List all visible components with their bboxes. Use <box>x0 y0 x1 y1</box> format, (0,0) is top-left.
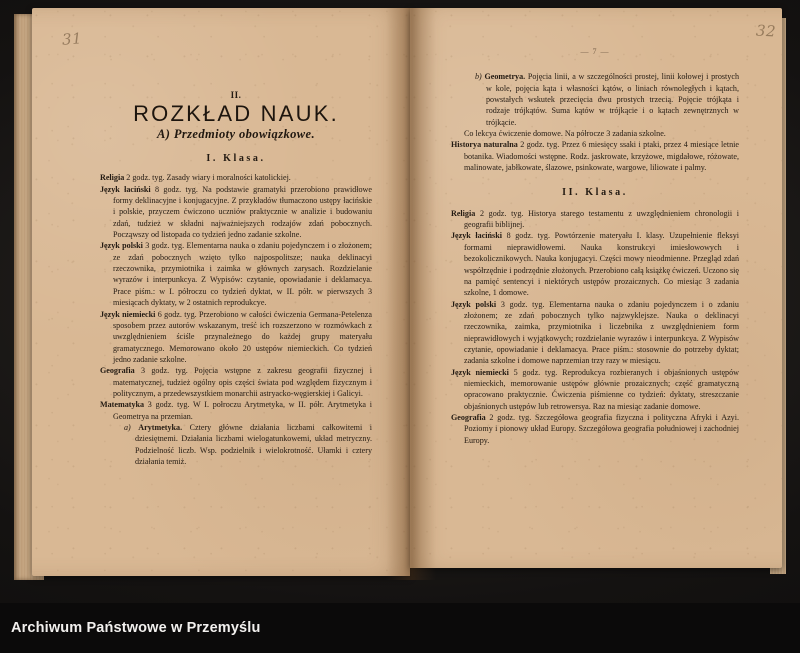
subject-name: Język niemiecki <box>100 309 156 319</box>
open-book <box>14 8 786 583</box>
curriculum-entry <box>451 412 739 446</box>
class-heading-2-label: II. Klasa. <box>562 187 628 199</box>
subentry-note: Co lekcya ćwiczenie domowe. Na półrocze 3 zadania szkolne. <box>464 129 666 139</box>
subject-name: Religia <box>451 208 476 218</box>
curriculum-entry <box>100 184 372 241</box>
subject-name: Język niemiecki <box>451 367 509 377</box>
subject-description: 2 godz. tyg. Przez 6 miesięcy ssaki i ptaki, przez 4 miesiące letnie botanika. Wiadomości wstępne. Rodz. jaskrowate, krzyżowe, migdałowe, różowate, malinowate, jabłkowate, ślazowe, psinkowate, wargowe, liliowate i palmy. <box>464 140 739 173</box>
curriculum-subentry <box>462 71 739 128</box>
subject-name: Matematyka <box>100 400 145 410</box>
subject-description: 3 godz. tyg. Elementarna nauka o zdaniu pojedynczem i o zdaniu złożonem; ze zdań pobocznych tylko najzwyklejsze. Nauka o deklinacyi rzeczownika, zaimka, przymiotnika i liczebnika z uwzględnieniem form nieprawidłowych i wyjątkowych; rozdzielanie wyrazów i interpunkcya. Z Wypisów czytanie, opowiadanie i deklamacya. Prace piśm.: stosownie do potrzeby dyktat; zadania szkolne i domowe naprzemian trzy razy w miesiącu. <box>464 299 739 366</box>
subject-description: 3 godz. tyg. W I. połroczu Arytmetyka, w II. półr. Arytmetyka i Geometrya na przemian. <box>113 400 372 421</box>
section-number: II. <box>230 90 242 100</box>
class-heading-1-label: I. Klasa. <box>206 153 266 165</box>
archive-watermark-bar <box>0 603 800 653</box>
subject-name: Język łaciński <box>100 184 151 194</box>
subject-description: 8 godz. tyg. Na podstawie gramatyki przerobiono prawidłowe formy deklinacyjne i konjugacyjne. Z przykładów tłumaczono ustępy łacińskie i polskie, przyczem ćwiczono uczniów praktycznie w analizie i budowaniu zdań, tudzież w składni najważniejszych rodzajów zdań pobocznych. Począwszy od listopada co tydzień jedno zadanie szkolne. <box>113 184 372 240</box>
subject-description: 3 godz. tyg. Elementarna nauka o zdaniu pojedynczem i o złożonem; ze zdań pobocznych wzięto tylko najpospolitsze; nauka deklinacyi rzeczownika, przymiotnika i zaimka w głównych zarysach. Rozdzielanie wyrazów i interpunkcya. Z Wypisów: czytanie, opowiadanie i deklamacya. Prace piśm.: w I. półroczu co tydzień dyktat, w II. półr. w pierwszych 3 miesiącach dyktaty, w 2 ostatnich reprodukcye. <box>113 241 372 308</box>
subject-name: Geografia <box>451 412 486 422</box>
archive-watermark-label: Archiwum Państwowe w Przemyślu <box>11 620 261 636</box>
curriculum-entry <box>100 240 372 308</box>
subentry-subject: Geometrya. <box>484 72 526 82</box>
curriculum-entry <box>451 299 739 367</box>
curriculum-subentry <box>111 422 372 467</box>
subject-description: 5 godz. tyg. Reprodukcya rozbieranych i objaśnionych ustępów niemieckich, memorowanie ustępów głównie prozaicznych; część gramatyczną opracowano praktycznie. Ćwiczenia piśmienne co tydzień: dyktaty, streszczanie objaśnionych ustępów lub retrowersya. Raz na miesiąc zadanie domowe. <box>464 367 739 411</box>
subject-name: Język łaciński <box>451 231 502 241</box>
handwritten-folio-right: 32 <box>755 21 777 41</box>
curriculum-entry <box>100 399 372 422</box>
curriculum-entry <box>100 309 372 366</box>
curriculum-entry <box>451 208 739 231</box>
subject-name: Język polski <box>451 299 497 309</box>
subentry-letter: b) <box>475 72 482 82</box>
left-page-text-column <box>100 90 372 467</box>
curriculum-entry <box>451 139 739 173</box>
subentry-description: Pojęcia linii, a w szczególności prostej, linii kołowej i prostych w kole, pojęcia kąta i własności kątów, o liniach równoległych i kątach, powstałych wskutek przecięcia dwu prostych trzecią. Pojęcie trójkąta i rodzaje trójkątów. Suma kątów w trójkącie i o kątach zewnętrznych w trójkącie. <box>486 72 739 127</box>
right-page-text-column <box>451 46 739 446</box>
page-title: ROZKŁAD NAUK. <box>133 101 339 127</box>
subject-name: Język polski <box>100 241 143 251</box>
subject-name: Religia <box>100 173 125 183</box>
subject-name: Geografia <box>100 366 135 376</box>
subject-name: Historya naturalna <box>451 140 518 150</box>
subject-description: 2 godz. tyg. Historya starego testamentu z uwzględnieniem chronologii i geografii biblijnej. <box>464 208 739 230</box>
class-heading-1 <box>100 153 372 164</box>
class-heading-2 <box>451 187 739 198</box>
subject-description: 8 godz. tyg. Powtórzenie materyału I. klasy. Uzupełnienie fleksyi formami nieprawidłowemi. Nauka konstrukcyi imiesłowowych i bezokolicznikowych. Nauka konjugacyi. Części mowy nieodmienne. Przegląd zdań współrzędnie i podrzędnie złożonych. Przerobiono całą książkę ćwiczeń. Uczono się na pamięć sentencyi i niektórych ustępów prozaicznych. Co miesiąc 3 zadania szkolne, 1 domowe. <box>464 231 739 298</box>
subject-description: 2 godz. tyg. Szczegółowa geografia fizyczna i polityczna Afryki i Azyi. Poziomy i pionowy układ Europy. Szczegółowa geografia południowej i zachodniej Europy. <box>464 412 739 445</box>
subject-description: 6 godz. tyg. Przerobiono w całości ćwiczenia Germana-Petelenza sposobem przez autorów wskazanym, treść ich rozszerzono w rozmówkach z uwzględnieniem ściśle przynależnego do każdej grupy materyału gramatycznego. Memorowano około 20 ustępów niemieckich. Co tydzień jedno zadanie szkolne. <box>113 309 372 364</box>
curriculum-entry <box>451 230 739 298</box>
curriculum-entry <box>100 172 372 183</box>
handwritten-folio-left: 31 <box>61 29 83 49</box>
section-subtitle: A) Przedmioty obowiązkowe. <box>157 126 315 141</box>
subentry-subject: Arytmetyka. <box>138 422 183 432</box>
subject-description: 3 godz. tyg. Pojęcia wstępne z zakresu geografii fizycznej i matematycznej, tudzież ogólny opis części świata pod względem fizycznym i politycznym, a przedewszystkiem monarchii astryacko-węgierskiej i Galicyi. <box>113 366 372 398</box>
curriculum-entry <box>451 367 739 412</box>
subentry-letter: a) <box>124 422 131 432</box>
printed-page-number: — 7 — <box>580 47 610 56</box>
curriculum-entry <box>100 365 372 399</box>
subentry-description: Cztery główne działania liczbami całkowitemi i dziesiętnemi. Działania liczbami wielogatunkowemi, układ metryczny. Podzielność liczb. Wsp. podzielnik i wielokrotność. Ułamki i cztery działania temiż. <box>135 422 372 466</box>
subject-description: 2 godz. tyg. Zasady wiary i moralności katolickiej. <box>124 173 291 183</box>
